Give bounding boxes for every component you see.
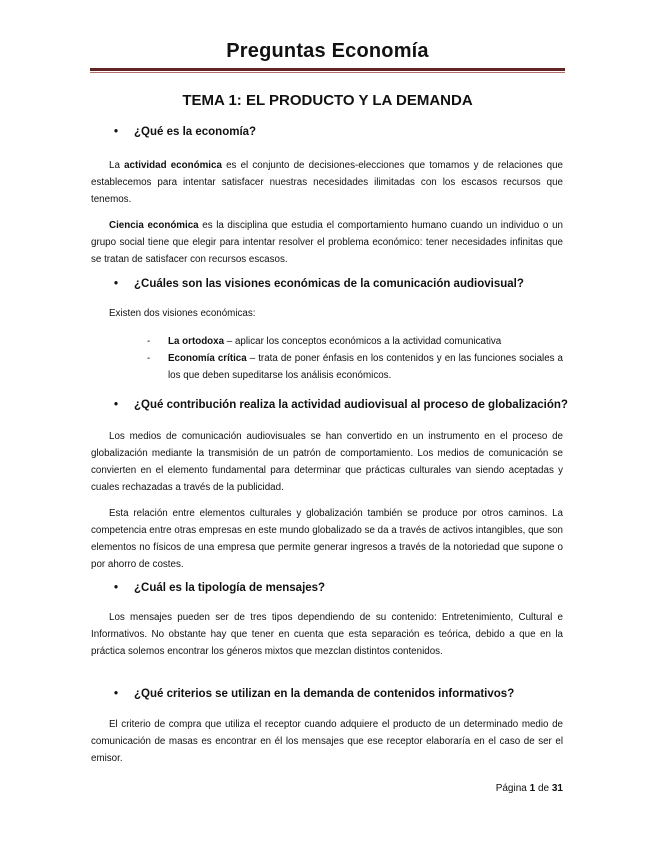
list-item: - Economía crítica – trata de poner énfasis en los contenidos y en las funciones sociales a los que deben supeditarse los análisis económicos.: [147, 350, 563, 384]
bullet: •: [114, 278, 119, 290]
page-number: Página 1 de 31: [495, 783, 563, 794]
title-rule: [90, 68, 565, 71]
paragraph: Ciencia económica es la disciplina que estudia el comportamiento humano cuando un individuo o un grupo social tiene que elegir para intentar resolver el problema económico: tener necesidades infinitas que se tratan de satisfacer con recursos escasos.: [91, 220, 563, 265]
question-heading: [114, 399, 568, 411]
dash-marker: -: [147, 353, 151, 364]
paragraph: El criterio de compra que utiliza el receptor cuando adquiere el producto de un determinado medio de comunicación de masas es encontrar en él los mensajes que ese receptor elaboraría en el caso de ser el emisor.: [91, 719, 563, 764]
question-text: ¿Cuáles son las visiones económicas de la comunicación audiovisual?: [134, 278, 524, 290]
bullet: •: [114, 688, 119, 700]
paragraph: Los medios de comunicación audiovisuales se han convertido en un instrumento en el proceso de globalización mediante la transmisión de un patrón de comportamiento. Los medios de comunicación se convierten en el elemento fundamental para determinar que prácticas culturales van siendo aceptadas y cuales rechazadas a través de la publicidad.: [91, 431, 563, 493]
paragraph: La actividad económica es el conjunto de decisiones-elecciones que tomamos y de relaciones que establecemos para intentar satisfacer nuestras necesidades ilimitadas con los escasos recursos que tenemos.: [91, 160, 564, 205]
list-item: - La ortodoxa – aplicar los conceptos económicos a la actividad comunicativa: [147, 333, 563, 350]
title-rule-thin: [90, 72, 565, 73]
page-title: Preguntas Economía: [226, 40, 429, 62]
question-heading: [114, 278, 524, 290]
paragraph: Existen dos visiones económicas:: [109, 308, 256, 319]
bullet: •: [114, 582, 119, 594]
question-text: ¿Qué es la economía?: [134, 126, 257, 138]
bullet: •: [114, 126, 119, 138]
paragraph: Los mensajes pueden ser de tres tipos dependiendo de su contenido: Entretenimiento, Cultural e Informativos. No obstante hay que tener en cuenta que esta separación es teórica, debido a que en la práctica solemos encontrar los géneros mixtos que mezclan distintos contenidos.: [91, 612, 563, 657]
question-text: ¿Qué contribución realiza la actividad audiovisual al proceso de globalización?: [134, 399, 568, 411]
question-heading: [114, 688, 514, 700]
question-text: ¿Cuál es la tipología de mensajes?: [134, 582, 326, 594]
bullet: •: [114, 399, 119, 411]
paragraph: Esta relación entre elementos culturales y globalización también se produce por otros caminos. La competencia entre otras empresas en este mundo globalizado se da a través de activos intangibles, que son elementos no físicos de una empresa que permite generar ingresos a través de la notoriedad que supone o por ahorro de costes.: [91, 508, 563, 570]
theme-heading: TEMA 1: EL PRODUCTO Y LA DEMANDA: [182, 92, 473, 109]
question-text: ¿Qué criterios se utilizan en la demanda de contenidos informativos?: [134, 688, 515, 700]
question-heading: [114, 582, 325, 594]
question-heading: [114, 126, 256, 138]
dash-marker: -: [147, 336, 151, 347]
